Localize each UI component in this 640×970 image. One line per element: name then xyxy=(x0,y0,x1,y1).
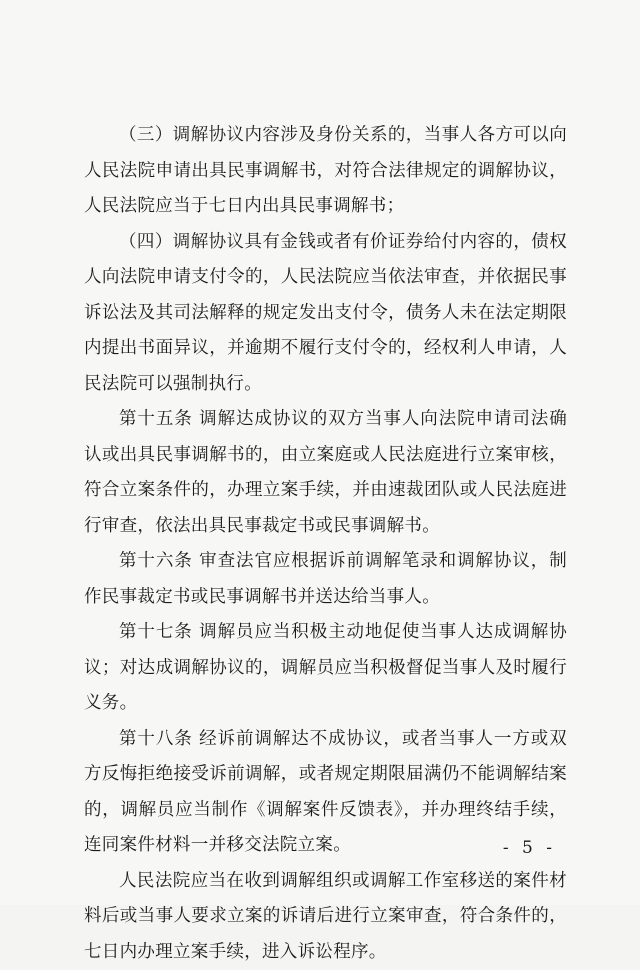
paragraph-6: 第十八条 经诉前调解达不成协议，或者当事人一方或双方反悔拒绝接受诉前调解，或者规定期限届满仍不能调解结案的，调解员应当制作《调解案件反馈表》，并办理终结手续，连同案件材料一并移交法院立案。 xyxy=(84,722,567,864)
paragraph-1: （三）调解协议内容涉及身份关系的，当事人各方可以向人民法院申请出具民事调解书，对符合法律规定的调解协议，人民法院应当于七日内出具民事调解书； xyxy=(84,118,567,225)
page-number: - 5 - xyxy=(503,838,556,858)
paragraph-4: 第十六条 审查法官应根据诉前调解笔录和调解协议，制作民事裁定书或民事调解书并送达给当事人。 xyxy=(84,544,567,615)
paragraph-3: 第十五条 调解达成协议的双方当事人向法院申请司法确认或出具民事调解书的，由立案庭或人民法庭进行立案审核，符合立案条件的，办理立案手续，并由速裁团队或人民法庭进行审查，依法出具民事裁定书或民事调解书。 xyxy=(84,402,567,544)
paragraph-7: 人民法院应当在收到调解组织或调解工作室移送的案件材料后或当事人要求立案的诉请后进行立案审查，符合条件的，七日内办理立案手续，进入诉讼程序。 xyxy=(84,864,567,970)
paragraph-5: 第十七条 调解员应当积极主动地促使当事人达成调解协议；对达成调解协议的，调解员应当积极督促当事人及时履行义务。 xyxy=(84,615,567,722)
paragraph-2: （四）调解协议具有金钱或者有价证券给付内容的，债权人向法院申请支付令的，人民法院应当依法审查，并依据民事诉讼法及其司法解释的规定发出支付令，债务人未在法定期限内提出书面异议，并逾期不履行支付令的，经权利人申请，人民法院可以强制执行。 xyxy=(84,225,567,403)
document-body xyxy=(84,118,567,970)
